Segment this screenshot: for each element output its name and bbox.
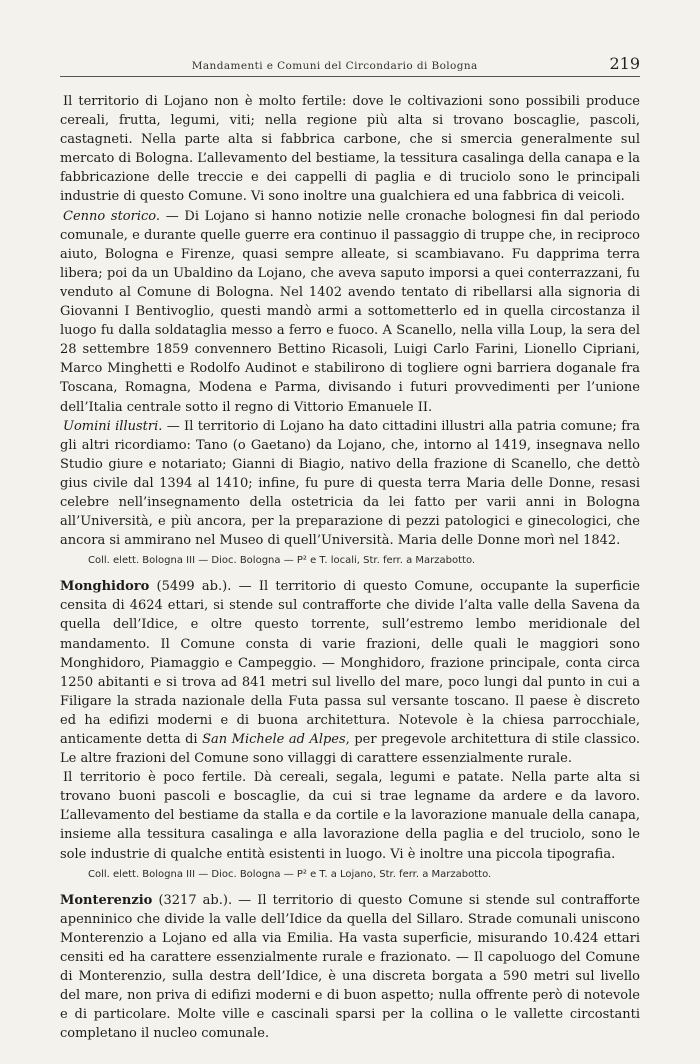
lojano-cenno-storico	[60, 207, 640, 417]
uomini-illustri-text: — Il territorio di Lojano ha dato cittadini illustri alla patria comune; fra gli altri ricordiamo: Tano (o Gaetano) da Lojano, che, intorno al 1419, insegnava nello Studio giure e notariato; Gianni di Biagio, nativo della frazione di Scanello, che dettò gius civile dal 1394 al 1410; infine, fu pure di questa terra Maria delle Donne, resasi celebre nell’insegnamento della ostetricia da lei fatto per varii anni in Bologna all’Università, e più ancora, per la preparazione di pezzi patologici e ginecologici, che ancora si ammirano nel Museo di quell’Università. Maria delle Donne morì nel 1842.	[60, 418, 640, 549]
lojano-reference-line: Coll. elett. Bologna III — Dioc. Bologna — P² e T. locali, Str. ferr. a Marzabotto.	[88, 555, 476, 567]
cenno-storico-text: — Di Lojano si hanno notizie nelle cronache bolognesi fin dal periodo comunale, e durante quelle guerre era continuo il passaggio di truppe che, in reciproco aiuto, Bologna e Firenze, quasi sempre alleate, si scambiavano. Fu dapprima terra libera; poi da un Ubaldino da Lojano, che aveva saputo imporsi a quei conterrazzani, fu venduto al Comune di Bologna. Nel 1402 avendo tentato di ribellarsi alla signoria di Giovanni I Bentivoglio, questi mandò armi a sottometterlo ed in quella circostanza il luogo fu dalla soldataglia messo a ferro e fuoco. A Scanello, nella villa Loup, la sera del 28 settembre 1859 convennero Bettino Ricasoli, Luigi Carlo Farini, Lionello Cipriani, Marco Minghetti e Rodolfo Audinot e stabilirono di togliere ogni barriera doganale fra Toscana, Romagna, Modena e Parma, divisando i futuri provvedimenti per l’unione dell’Italia centrale sotto il regno di Vittorio Emanuele II.	[60, 208, 641, 415]
body-text	[60, 92, 640, 1043]
monghidoro-territory-paragraph: Il territorio è poco fertile. Dà cereali, segala, legumi e patate. Nella parte alta si trovano buoni pascoli e boscaglie, da cui si trae legname da ardere e da lavoro. L’allevamento del bestiame da stalla e da cortile e la lavorazione manuale della canapa, insieme alla tessitura casalinga e alla lavorazione della paglia e del truciolo, sono le sole industrie di qualche entità esistenti in luogo. Vi è inoltre una piccola tipografia.	[60, 770, 640, 862]
church-name: San Michele ad Alpes	[202, 732, 346, 747]
entry-title-monghidoro: Monghidoro	[60, 579, 150, 595]
monterenzio-paragraph	[60, 891, 640, 1044]
header-rule	[60, 76, 640, 77]
monghidoro-reference-line: Coll. elett. Bologna III — Dioc. Bologna — P² e T. a Lojano, Str. ferr. a Marzabotto.	[88, 868, 492, 880]
monterenzio-text: (3217 ab.). — Il territorio di questo Comune si stende sul contrafforte apenninico che divide la valle dell’Idice da quella del Sillaro. Strade comunali uniscono Monterenzio a Lojano ed alla via Emilia. Ha vasta superficie, misurando 10.424 ettari censiti ed ha carattere essenzialmente rurale e frazionato. — Il capoluogo del Comune di Monterenzio, sulla destra dell’Idice, è una discreta borgata a 590 metri sul livello del mare, non priva di edifizi moderni e di buon aspetto; nulla offrente però di notevole e di particolare. Molte ville e cascinali sparsi per la collina o le vallette circostanti completano il nucleo comunale.	[60, 892, 640, 1042]
lojano-uomini-illustri	[60, 417, 640, 551]
section-label-uomini-illustri: Uomini illustri.	[63, 418, 163, 434]
section-label-cenno-storico: Cenno storico.	[63, 208, 161, 224]
running-head	[60, 54, 640, 73]
lojano-paragraph: Il territorio di Lojano non è molto fertile: dove le coltivazioni sono possibili produce cereali, frutta, legumi, viti; nella regione più alta si trovano boscaglie, pascoli, castagneti. Nella parte alta si fabbrica carbone, che si smercia generalmente sul mercato di Bologna. L’allevamento del bestiame, la tessitura casalinga della canapa e la fabbricazione delle treccie e dei cappelli di paglia e di truciolo sono le principali industrie di questo Comune. Vi sono inoltre una gualchiera ed una fabbrica di veicoli.	[60, 94, 640, 205]
entry-title-monterenzio: Monterenzio	[60, 892, 153, 908]
monghidoro-text-tail: , per pregevole architettura di stile classico. Le altre frazioni del Comune sono villaggi di carattere essenzialmente rurale.	[60, 732, 640, 767]
page-number: 219	[609, 54, 640, 73]
monghidoro-paragraph	[60, 577, 640, 768]
monghidoro-text: (5499 ab.). — Il territorio di questo Comune, occupante la superficie censita di 4624 ettari, si stende sul contrafforte che divide l’alta valle della Savena da quella dell’Idice, e oltre questo torrente, sull’estremo lembo meridionale del mandamento. Il Comune consta di varie frazioni, delle quali le maggiori sono Monghidoro, Piamaggio e Campeggio. — Monghidoro, frazione principale, conta circa 1250 abitanti e si trova ad 841 metri sul livello del mare, poco lungi dal punto in cui a Filigare la strada nazionale della Futa passa sul versante toscano. Il paese è discreto ed ha edifizi moderni e di buona architettura. Notevole è la chiesa parrocchiale, anticamente detta di	[60, 579, 640, 747]
running-title: Mandamenti e Comuni del Circondario di Bologna	[191, 60, 478, 72]
